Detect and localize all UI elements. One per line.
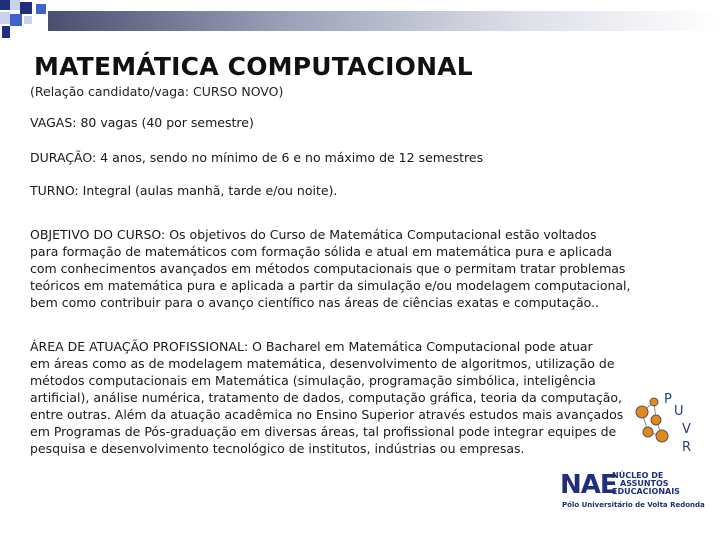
nae-logo-line: EDUCACIONAIS xyxy=(612,487,680,496)
deco-square xyxy=(36,4,46,14)
nae-logo-footer: Pólo Universitário de Volta Redonda xyxy=(562,501,705,509)
area-paragraph xyxy=(30,338,630,457)
objetivo-line: : Os objetivos do Curso de Matemática Computacional estão voltados xyxy=(161,227,597,242)
nae-logo-line: ASSUNTOS xyxy=(620,479,669,488)
duracao-text: 4 anos, sendo no mínimo de 6 e no máximo de 12 semestres xyxy=(96,150,484,165)
nae-logo-mark: NAE xyxy=(560,470,617,500)
deco-square xyxy=(10,14,22,26)
deco-square xyxy=(2,26,10,38)
area-line: em áreas como as de modelagem matemática, desenvolvimento de algoritmos, utilização de xyxy=(30,356,615,371)
objetivo-paragraph xyxy=(30,226,630,311)
turno-paragraph xyxy=(30,182,630,199)
area-line: em Programas de Pós-graduação em diversas áreas, tal profissional pode integrar equipes de xyxy=(30,424,617,439)
area-line: entre outras. Além da atuação acadêmica no Ensino Superior através estudos mais avançados xyxy=(30,407,624,422)
puvr-letter: U xyxy=(674,404,684,419)
vagas-text: 80 vagas (40 por semestre) xyxy=(76,115,254,130)
duracao-paragraph xyxy=(30,149,630,166)
puvr-letter: P xyxy=(664,392,672,407)
objetivo-line: teóricos em matemática pura e aplicada a partir da simulação e/ou modelagem computacional, xyxy=(30,278,631,293)
area-line: : O Bacharel em Matemática Computacional pode atuar xyxy=(243,339,593,354)
objetivo-line: com conhecimentos avançados em métodos computacionais que o permitam tratar problemas xyxy=(30,261,626,276)
objetivo-line: para formação de matemáticos com formação sólida e atual em matemática pura e aplicada xyxy=(30,244,613,259)
vagas-paragraph xyxy=(30,114,630,131)
duracao-label: DURAÇÃO: xyxy=(30,150,97,165)
deco-square xyxy=(0,12,10,24)
deco-square xyxy=(24,16,32,24)
objetivo-line: bem como contribuir para o avanço científico nas áreas de ciências exatas e computação.. xyxy=(30,295,600,310)
page-title: MATEMÁTICA COMPUTACIONAL xyxy=(34,52,473,81)
deco-square xyxy=(10,0,20,10)
vagas-label: VAGAS: xyxy=(30,115,77,130)
turno-label: TURNO: xyxy=(30,183,79,198)
puvr-logo xyxy=(628,388,698,458)
area-label: ÁREA DE ATUAÇÃO PROFISSIONAL xyxy=(30,339,244,354)
nae-logo-line: NÚCLEO DE xyxy=(612,471,664,480)
area-line: métodos computacionais em Matemática (simulação, programação simbólica, inteligência xyxy=(30,373,596,388)
deco-square xyxy=(20,2,32,14)
puvr-letter: V xyxy=(682,422,691,437)
page-subtitle: (Relação candidato/vaga: CURSO NOVO) xyxy=(30,84,284,99)
nae-logo xyxy=(560,470,708,510)
puvr-letter: R xyxy=(682,440,692,455)
turno-text: Integral (aulas manhã, tarde e/ou noite). xyxy=(78,183,338,198)
header-band xyxy=(48,11,720,31)
area-line: pesquisa e desenvolvimento tecnológico de institutos, indústrias ou empresas. xyxy=(30,441,525,456)
objetivo-label: OBJETIVO DO CURSO xyxy=(30,227,162,242)
area-line: artificial), análise numérica, tratamento de dados, computação gráfica, teoria da computação, xyxy=(30,390,622,405)
deco-square xyxy=(0,0,10,10)
